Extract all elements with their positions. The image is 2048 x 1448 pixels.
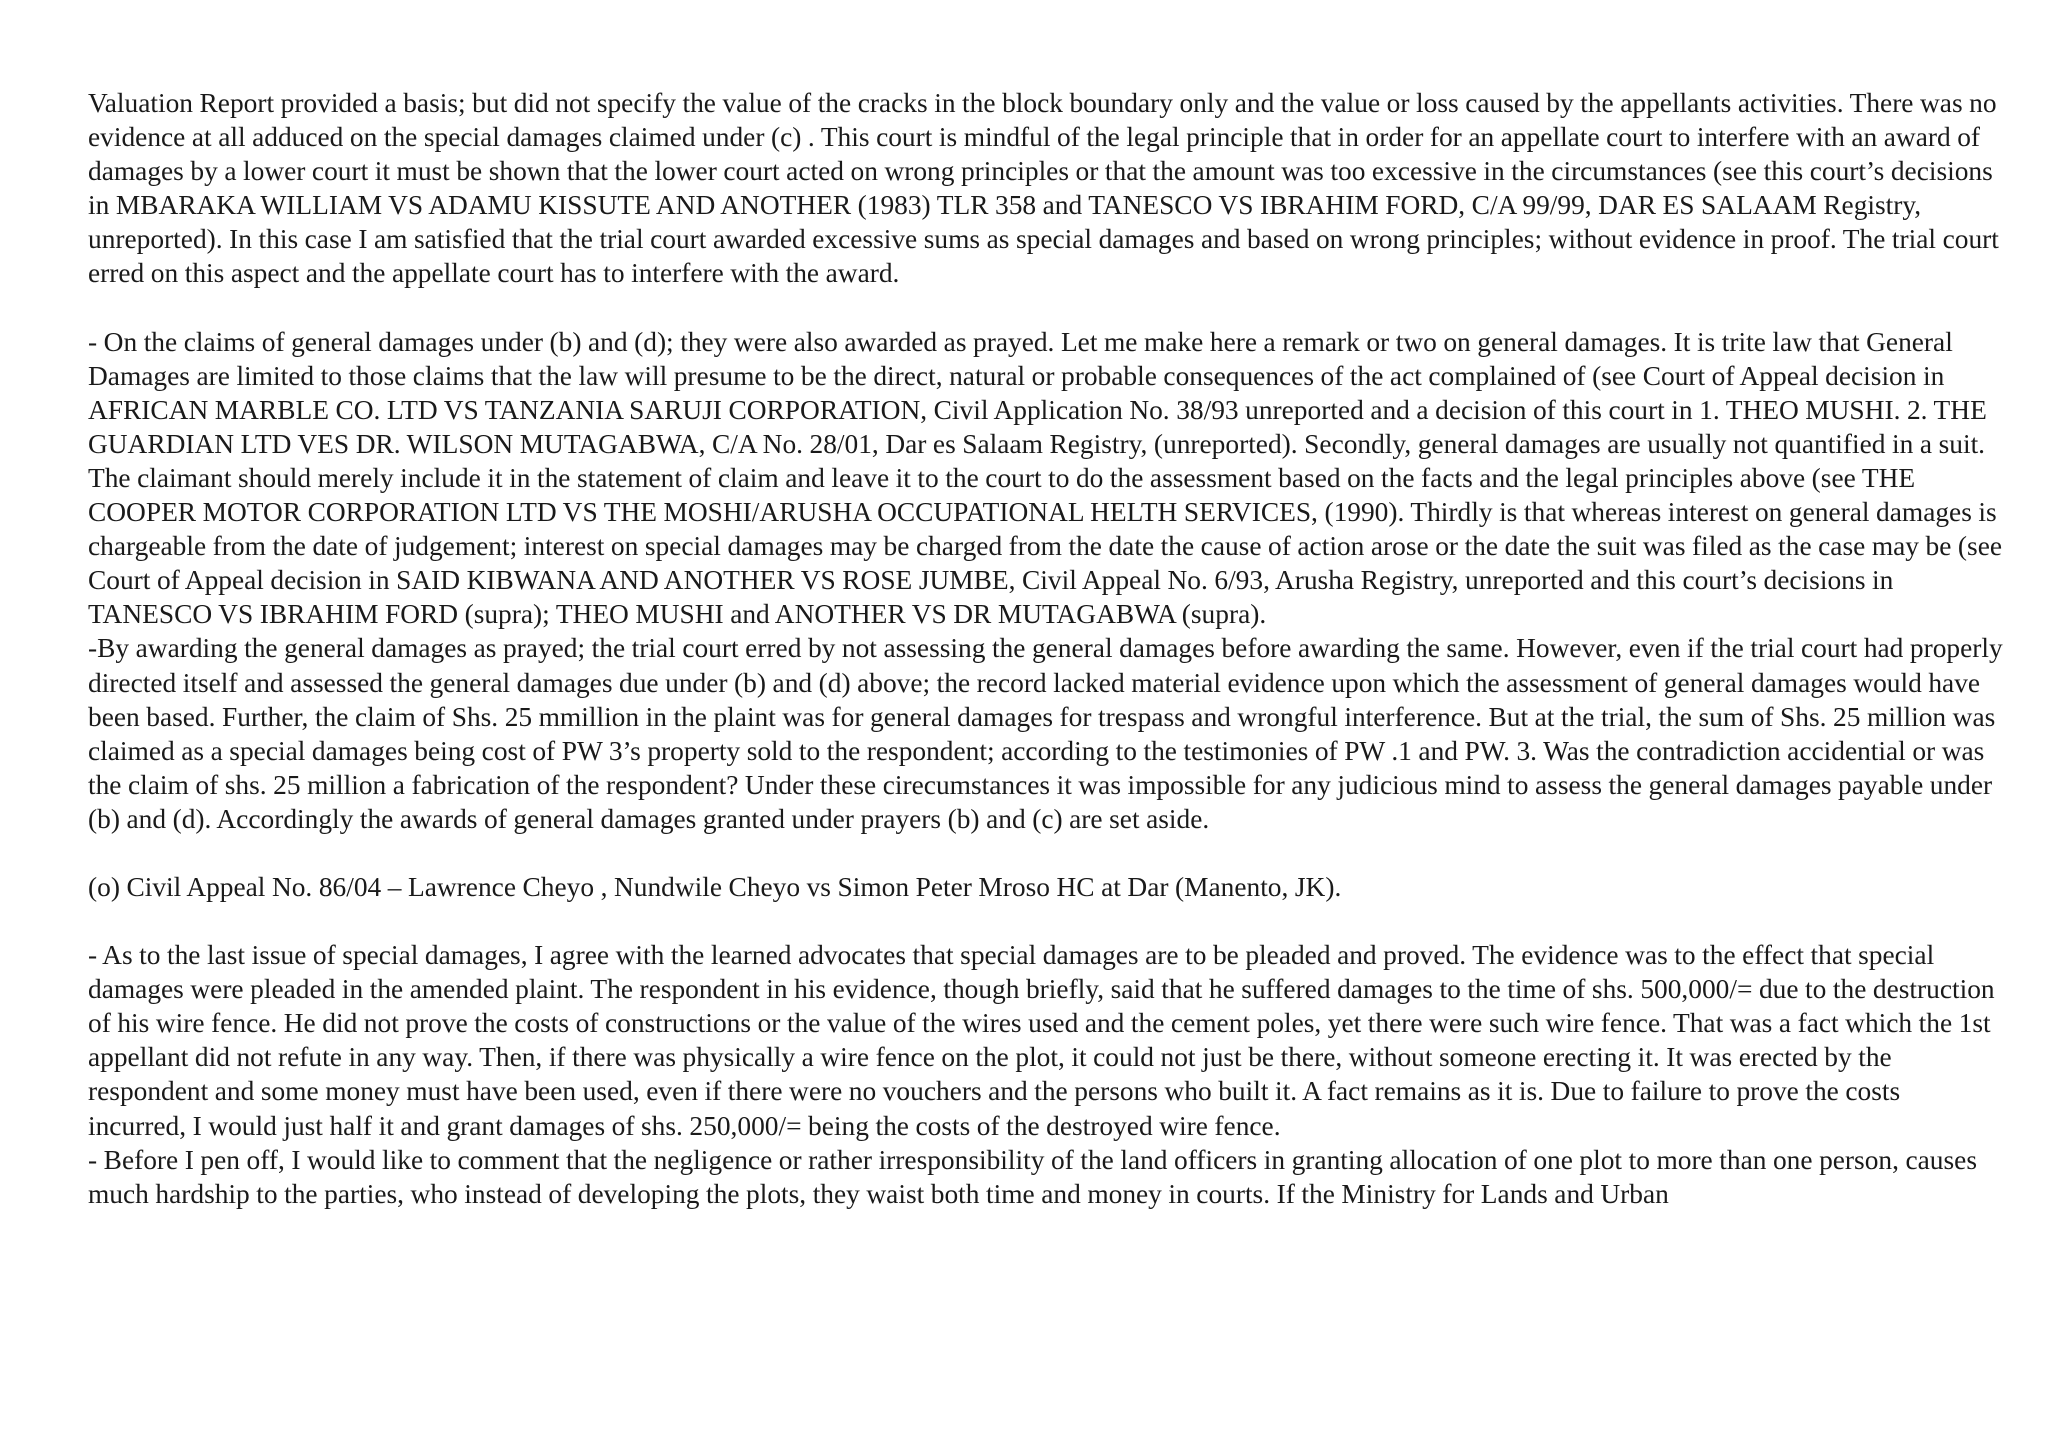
paragraph-spacer [88,291,2004,325]
paragraph-spacer [88,836,2004,870]
paragraph-general-damages-claims: - On the claims of general damages under (b) and (d); they were also awarded as prayed. Let me make here a remark or two on general damages. It is trite law that General Damages are limited to those claims that the law will presume to be the direct, natural or probable consequences of the act complained of (see Court of Appeal decision in AFRICAN MARBLE CO. LTD VS TANZANIA SARUJI CORPORATION, Civil Application No. 38/93 unreported and a decision of this court in 1. THEO MUSHI. 2. THE GUARDIAN LTD VES DR. WILSON MUTAGABWA, C/A No. 28/01, Dar es Salaam Registry, (unreported). Secondly, general damages are usually not quantified in a suit. The claimant should merely include it in the statement of claim and leave it to the court to do the assessment based on the facts and the legal principles above (see THE COOPER MOTOR CORPORATION LTD VS THE MOSHI/ARUSHA OCCUPATIONAL HELTH SERVICES, (1990). Thirdly is that whereas interest on general damages is chargeable from the date of judgement; interest on special damages may be charged from the date the cause of action arose or the date the suit was filed as the case may be (see Court of Appeal decision in SAID KIBWANA AND ANOTHER VS ROSE JUMBE, Civil Appeal No. 6/93, Arusha Registry, unreported and this court’s decisions in TANESCO VS IBRAHIM FORD (supra); THEO MUSHI and ANOTHER VS DR MUTAGABWA (supra). [88,326,2003,630]
document-page [88,86,2004,1211]
paragraph-special-damages: - As to the last issue of special damages, I agree with the learned advocates that special damages are to be pleaded and proved. The evidence was to the effect that special damages were pleaded in the amended plaint. The respondent in his evidence, though briefly, said that he suffered damages to the time of shs. 500,000/= due to the destruction of his wire fence. He did not prove the costs of constructions or the value of the wires used and the cement poles, yet there were such wire fence. That was a fact which the 1st appellant did not refute in any way. Then, if there was physically a wire fence on the plot, it could not just be there, without someone erecting it. It was erected by the respondent and some money must have been used, even if there were no vouchers and the persons who built it. A fact remains as it is. Due to failure to prove the costs incurred, I would just half it and grant damages of shs. 250,000/= being the costs of the destroyed wire fence. [88,940,1995,1141]
paragraph-closing-comment: - Before I pen off, I would like to comment that the negligence or rather irresponsibility of the land officers in granting allocation of one plot to more than one person, causes much hardship to the parties, who instead of developing the plots, they waist both time and money in courts. If the Ministry for Lands and Urban [88,1144,1977,1209]
paragraph-spacer [88,904,2004,938]
paragraph-awarding-general-damages: -By awarding the general damages as prayed; the trial court erred by not assessing the general damages before awarding the same. However, even if the trial court had properly directed itself and assessed the general damages due under (b) and (d) above; the record lacked material evidence upon which the assessment of general damages would have been based. Further, the claim of Shs. 25 mmillion in the plaint was for general damages for trespass and wrongful interference. But at the trial, the sum of Shs. 25 million was claimed as a special damages being cost of PW 3’s property sold to the respondent; according to the testimonies of PW .1 and PW. 3. Was the contradiction accidential or was the claim of shs. 25 million a fabrication of the respondent? Under these cirecumstances it was impossible for any judicious mind to assess the general damages payable under (b) and (d). Accordingly the awards of general damages granted under prayers (b) and (c) are set aside. [88,633,2003,834]
paragraph-valuation-report: Valuation Report provided a basis; but did not specify the value of the cracks in the block boundary only and the value or loss caused by the appellants activities. There was no evidence at all adduced on the special damages claimed under (c) . This court is mindful of the legal principle that in order for an appellate court to interfere with an award of damages by a lower court it must be shown that the lower court acted on wrong principles or that the amount was too excessive in the circumstances (see this court’s decisions in MBARAKA WILLIAM VS ADAMU KISSUTE AND ANOTHER (1983) TLR 358 and TANESCO VS IBRAHIM FORD, C/A 99/99, DAR ES SALAAM Registry, unreported). In this case I am satisfied that the trial court awarded excessive sums as special damages and based on wrong principles; without evidence in proof. The trial court erred on this aspect and the appellate court has to interfere with the award. [88,88,1999,289]
case-citation-heading: (o) Civil Appeal No. 86/04 – Lawrence Cheyo , Nundwile Cheyo vs Simon Peter Mroso HC at Dar (Manento, JK). [88,871,1342,902]
